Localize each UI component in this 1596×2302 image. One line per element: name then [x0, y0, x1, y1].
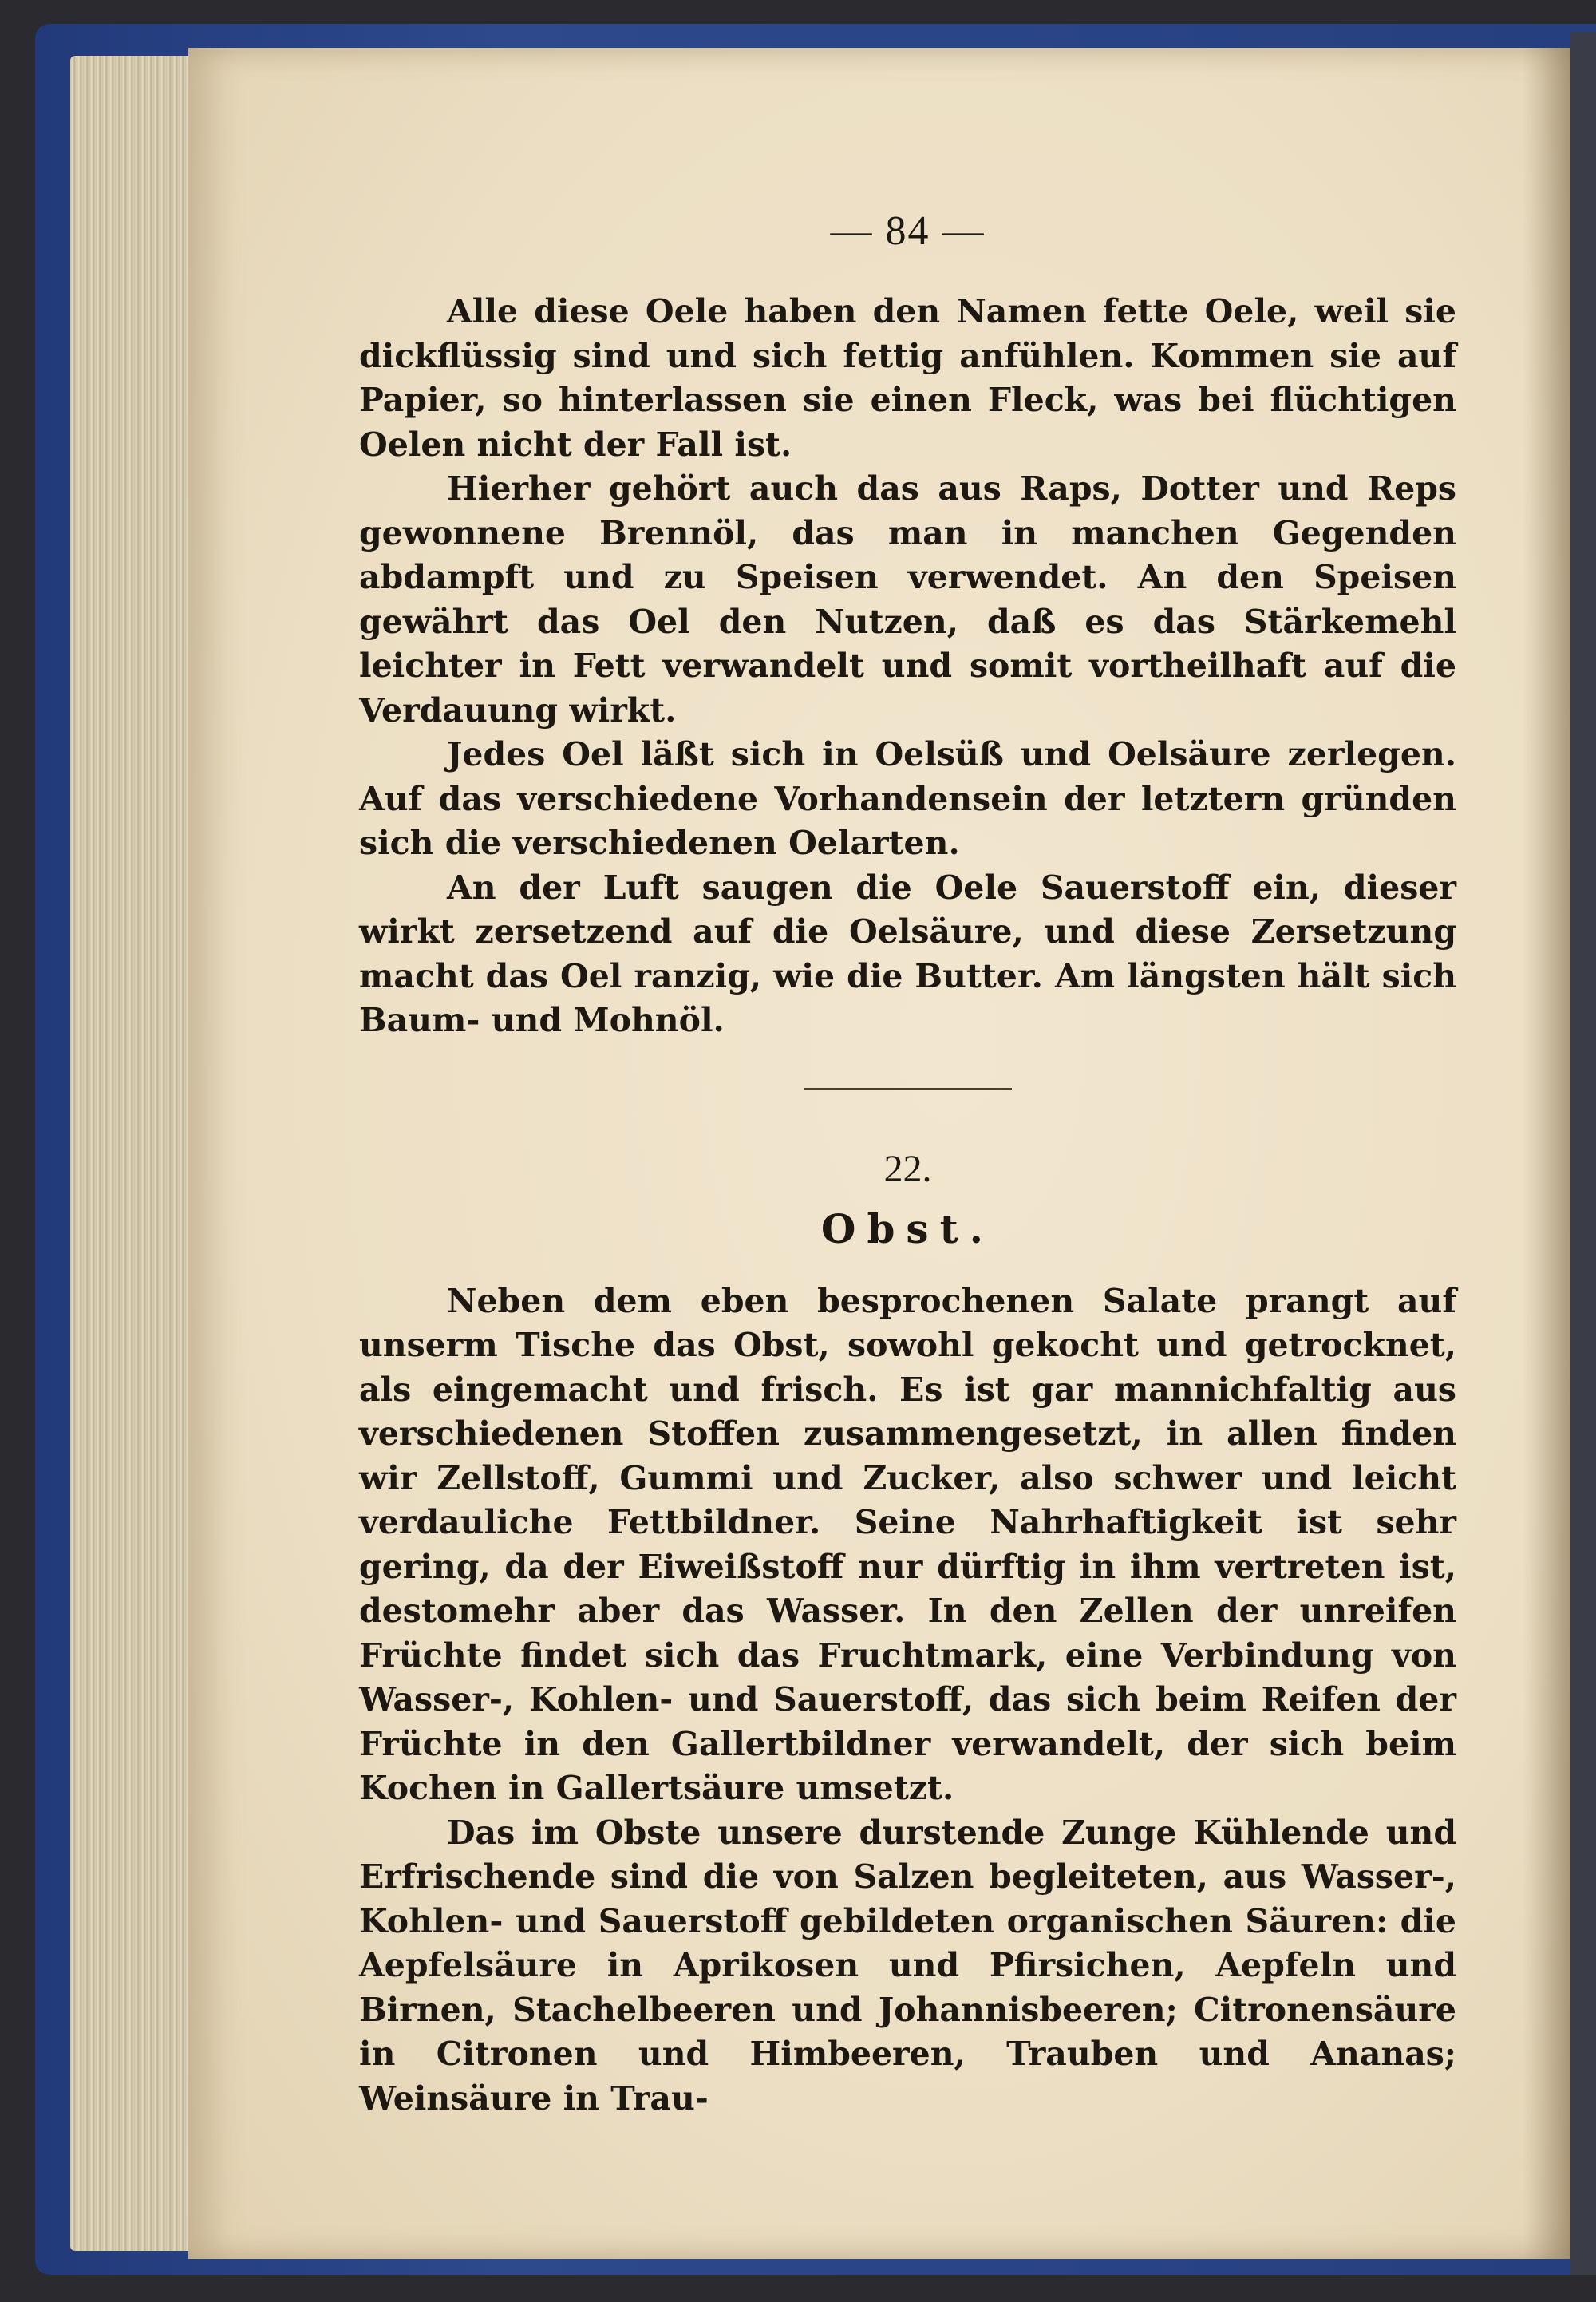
- section-divider: [804, 1088, 1012, 1090]
- gutter-shadow: [1523, 48, 1570, 2259]
- page-content: [359, 208, 1456, 2121]
- paragraph-oele-names: Alle diese Oele haben den Namen fette Oele, weil sie dickflüssig sind und sich fettig anfühlen. Kommen sie auf Papier, so hinterlassen sie einen Fleck, was bei flüchtigen Oelen nicht der Fall ist.: [359, 292, 1456, 464]
- paragraph-oelsuess: Jedes Oel läßt sich in Oelsüß und Oelsäure zerlegen. Auf das verschiedene Vorhandensein der letztern gründen sich die verschiedenen Oelarten.: [359, 735, 1456, 862]
- section-title: Obst.: [820, 1204, 995, 1252]
- section-number: 22.: [883, 1147, 932, 1190]
- paragraph-sauerstoff: An der Luft saugen die Oele Sauerstoff ein, dieser wirkt zersetzend auf die Oelsäure, und diese Zersetzung macht das Oel ranzig, wie die Butter. Am längsten hält sich Baum- und Mohnöl.: [359, 868, 1456, 1039]
- paragraph-obst-intro: Neben dem eben besprochenen Salate prangt auf unserm Tische das Obst, sowohl gekocht und getrocknet, als eingemacht und frisch. Es ist gar mannichfaltig aus verschiedenen Stoffen zusammengesetzt, in allen finden wir Zellstoff, Gummi und Zucker, also schwer und leicht verdauliche Fettbildner. Seine Nahrhaftigkeit ist sehr gering, da der Eiweißstoff nur dürftig in ihm vertreten ist, destomehr aber das Wasser. In den Zellen der unreifen Früchte findet sich das Fruchtmark, eine Verbindung von Wasser-, Kohlen- und Sauerstoff, das sich beim Reifen der Früchte in den Gallertbildner verwandelt, der sich beim Kochen in Gallertsäure umsetzt.: [359, 1281, 1456, 1807]
- paragraph-brennoel: Hierher gehört auch das aus Raps, Dotter und Reps gewonnene Brennöl, das man in manchen Gegenden abdampft und zu Speisen verwendet. An den Speisen gewährt das Oel den Nutzen, daß es das Stärkemehl leichter in Fett verwandelt und somit vortheilhaft auf die Verdauung wirkt.: [359, 469, 1456, 730]
- page-number: — 84 —: [830, 208, 986, 254]
- facing-page-edge: [1570, 32, 1596, 2275]
- paragraph-obst-saeuren: Das im Obste unsere durstende Zunge Kühlende und Erfrischende sind die von Salzen begleiteten, aus Wasser-, Kohlen- und Sauerstoff gebildeten organischen Säuren: die Aepfelsäure in Aprikosen und Pfirsichen, Aepfeln und Birnen, Stachelbeeren und Johannisbeeren; Citronensäure in Citronen und Himbeeren, Trauben und Ananas; Weinsäure in Trau-: [359, 1813, 1456, 2118]
- book-page: [188, 48, 1570, 2259]
